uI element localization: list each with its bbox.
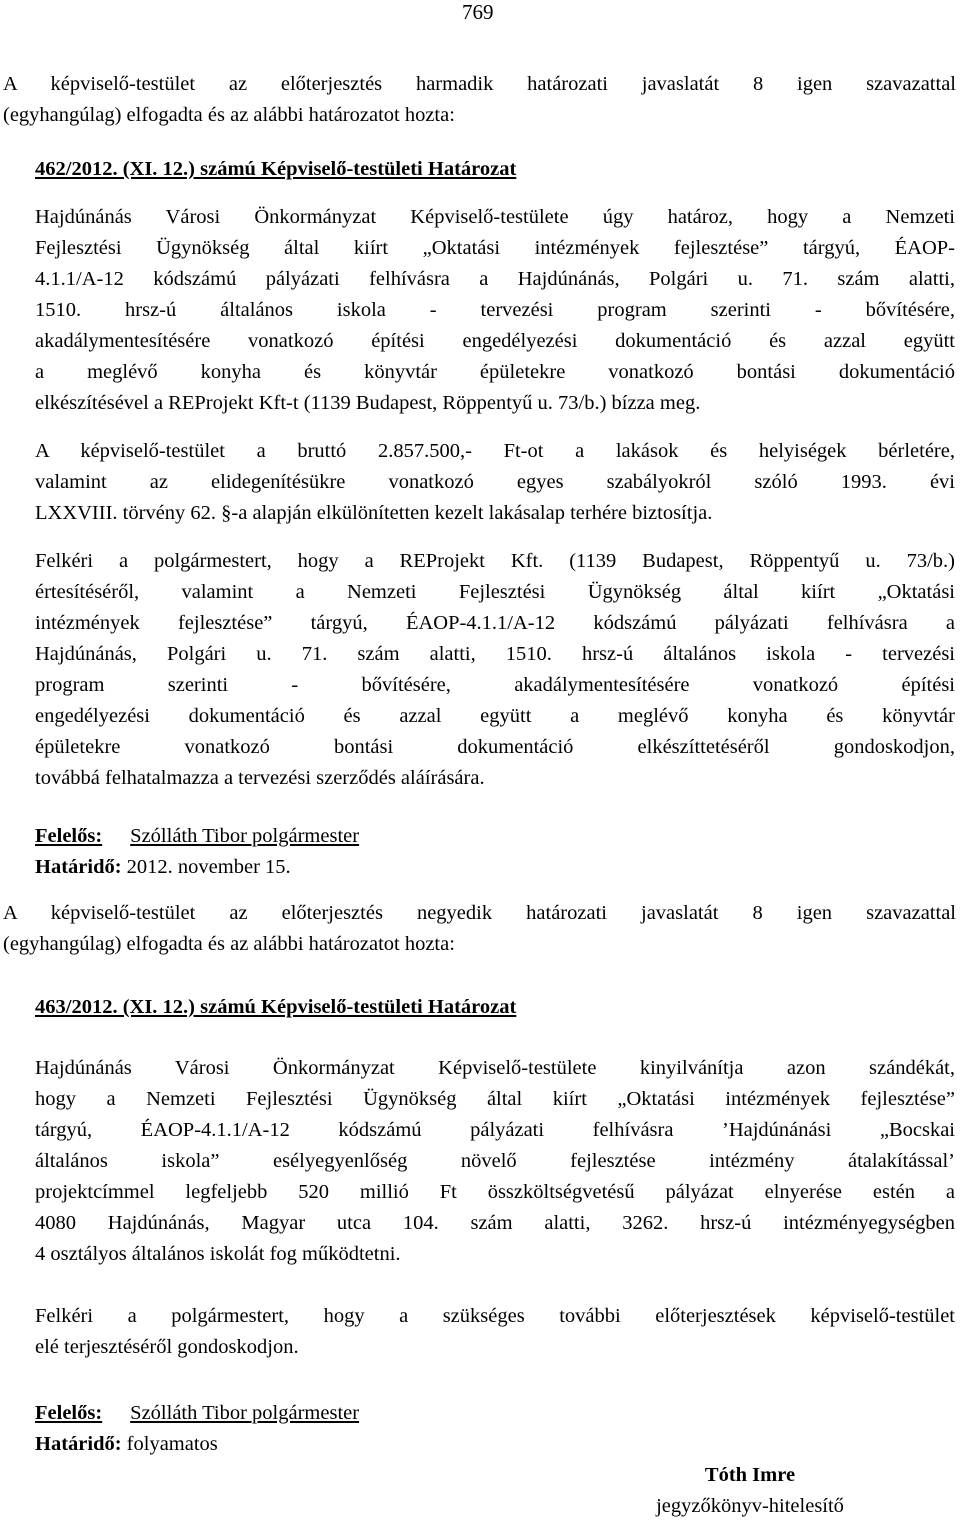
r1-p1-l6: a meglévő konyha és könyvtár épületekre vonatkozó bontási dokumentáció [35,361,955,383]
r2-p1-l6: 4080 Hajdúnánás, Magyar utca 104. szám alatti, 3262. hrsz-ú intézményegységben [35,1212,955,1234]
intro-2-line-2: (egyhangúlag) elfogadta és az alábbi határozatot hozta: [3,933,455,955]
responsible-1-value: Szólláth Tibor polgármester [130,825,360,847]
deadline-2-label: Határidő: [35,1433,122,1455]
r1-p3-l2: értesítéséről, valamint a Nemzeti Fejlesztési Ügynökség által kiírt „Oktatási [35,581,955,603]
r1-p3-l7: épületekre vonatkozó bontási dokumentáció elkészíttetéséről gondoskodjon, [35,736,955,758]
r1-p1-l1: Hajdúnánás Városi Önkormányzat Képviselő-testülete úgy határoz, hogy a Nemzeti [35,206,955,228]
r2-p1-l1: Hajdúnánás Városi Önkormányzat Képviselő-testülete kinyilvánítja azon szándékát, [35,1057,955,1079]
r1-p3-l1: Felkéri a polgármestert, hogy a REProjekt Kft. (1139 Budapest, Röppentyű u. 73/b.) [35,550,955,572]
deadline-2-value: folyamatos [126,1433,218,1455]
r1-p3-l5: program szerinti - bővítésére, akadálymentesítésére vonatkozó építési [35,674,955,696]
intro-1-line-2: (egyhangúlag) elfogadta és az alábbi határozatot hozta: [3,104,455,126]
r1-p2-l3: LXXVIII. törvény 62. §-a alapján elkülönítetten kezelt lakásalap terhére biztosítja. [35,502,713,524]
r1-p2-l2: valamint az elidegenítésükre vonatkozó egyes szabályokról szóló 1993. évi [35,471,955,493]
responsible-2 [35,1398,359,1429]
r1-p3-l6: engedélyezési dokumentáció és azzal együtt a meglévő konyha és könyvtár [35,705,955,727]
r1-p1-l2: Fejlesztési Ügynökség által kiírt „Oktatási intézmények fejlesztése” tárgyú, ÉAOP- [35,237,955,259]
resolution-1-heading: 462/2012. (XI. 12.) számú Képviselő-testületi Határozat [35,158,517,180]
r2-p1-l4: általános iskola” esélyegyenlőség növelő fejlesztése intézmény átalakítással’ [35,1150,955,1172]
r1-p3-l4: Hajdúnánás, Polgári u. 71. szám alatti, 1510. hrsz-ú általános iskola - tervezési [35,643,955,665]
r1-p1-l5: akadálymentesítésére vonatkozó építési engedélyezési dokumentáció és azzal együtt [35,330,955,352]
r2-p1-l5: projektcímmel legfeljebb 520 millió Ft összköltségvetésű pályázat elnyerése estén a [35,1181,955,1203]
r1-p1-l7: elkészítésével a REProjekt Kft-t (1139 Budapest, Röppentyű u. 73/b.) bízza meg. [35,392,701,414]
signature-name: Tóth Imre [704,1464,796,1486]
deadline-1-label: Határidő: [35,856,122,878]
r1-p3-l8: továbbá felhatalmazza a tervezési szerződés aláírására. [35,767,485,789]
page-number: 769 [462,0,494,24]
deadline-2 [35,1429,218,1460]
resolution-2-heading: 463/2012. (XI. 12.) számú Képviselő-testületi Határozat [35,996,517,1018]
r2-p1-l2: hogy a Nemzeti Fejlesztési Ügynökség által kiírt „Oktatási intézmények fejlesztése” [35,1088,955,1110]
r1-p2-l1: A képviselő-testület a bruttó 2.857.500,- Ft-ot a lakások és helyiségek bérletére, [35,440,955,462]
r2-p2-l2: elé terjesztéséről gondoskodjon. [35,1336,299,1358]
r2-p1-l3: tárgyú, ÉAOP-4.1.1/A-12 kódszámú pályázati felhívásra ’Hajdúnánási „Bocskai [35,1119,955,1141]
deadline-1 [35,852,291,883]
responsible-1-label: Felelős: [35,825,103,847]
r1-p1-l3: 4.1.1/A-12 kódszámú pályázati felhívásra a Hajdúnánás, Polgári u. 71. szám alatti, [35,268,955,290]
r2-p1-l7: 4 osztályos általános iskolát fog működtetni. [35,1243,401,1265]
deadline-1-value: 2012. november 15. [126,856,291,878]
responsible-1 [35,821,359,852]
r1-p1-l4: 1510. hrsz-ú általános iskola - tervezési program szerinti - bővítésére, [35,299,955,321]
signature-title: jegyzőkönyv-hitelesítő [656,1495,844,1517]
intro-2-line-1: A képviselő-testület az előterjesztés negyedik határozati javaslatát 8 igen szavazattal [3,902,956,924]
responsible-2-label: Felelős: [35,1402,103,1424]
responsible-2-value: Szólláth Tibor polgármester [130,1402,360,1424]
r2-p2-l1: Felkéri a polgármestert, hogy a szükséges további előterjesztések képviselő-testület [35,1305,955,1327]
intro-1-line-1: A képviselő-testület az előterjesztés harmadik határozati javaslatát 8 igen szavazattal [3,73,956,95]
r1-p3-l3: intézmények fejlesztése” tárgyú, ÉAOP-4.1.1/A-12 kódszámú pályázati felhívásra a [35,612,955,634]
